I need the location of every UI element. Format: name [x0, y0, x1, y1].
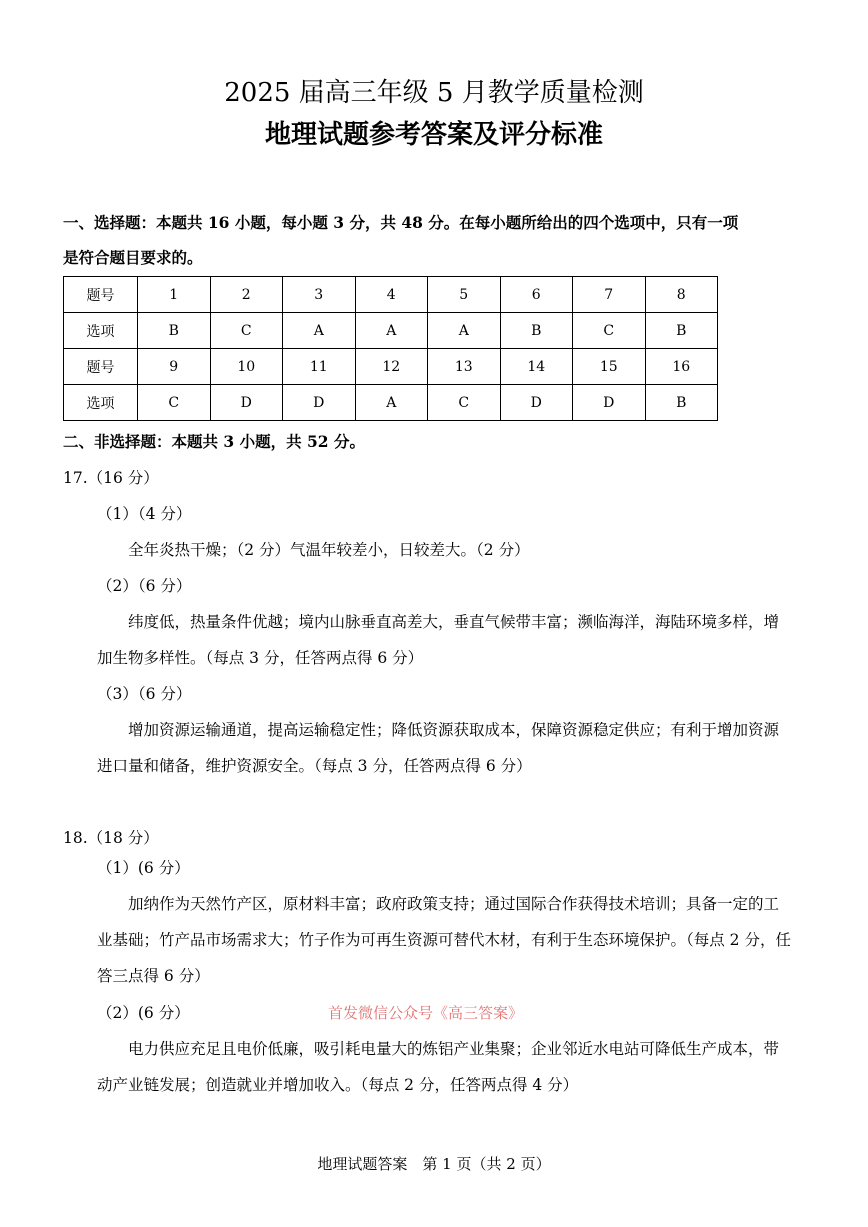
page-subtitle: 地理试题参考答案及评分标准: [264, 120, 603, 150]
section2-intro: 二、非选择题：本题共 3 小题，共 52 分。: [63, 432, 365, 451]
table-cell: 5: [428, 277, 501, 313]
table-row: [64, 385, 718, 421]
table-cell: C: [428, 385, 501, 421]
table-cell: D: [210, 385, 283, 421]
table-cell: 15: [573, 349, 646, 385]
table-cell: D: [573, 385, 646, 421]
table-cell: A: [283, 313, 356, 349]
page-footer: 地理试题答案 第 1 页（共 2 页）: [317, 1155, 551, 1173]
table-row: [64, 313, 718, 349]
q17-part2-text-line2: 加生物多样性。（每点 3 分，任答两点得 6 分）: [97, 649, 424, 667]
q18-part1-label: （1）(6 分）: [97, 859, 190, 877]
watermark-text: 首发微信公众号《高三答案》: [328, 1004, 524, 1022]
table-row-header: 选项: [64, 385, 138, 421]
table-cell: C: [138, 385, 211, 421]
q18-part1-text-line2: 业基础；竹产品市场需求大；竹子作为可再生资源可替代木材，有利于生态环境保护。（每点 2 分，任: [97, 931, 791, 949]
table-cell: C: [210, 313, 283, 349]
table-cell: A: [428, 313, 501, 349]
table-cell: A: [355, 313, 428, 349]
table-cell: A: [355, 385, 428, 421]
q17-part3-label: （3）（6 分）: [97, 685, 192, 703]
table-cell: 1: [138, 277, 211, 313]
q18-part2-text-line2: 动产业链发展；创造就业并增加收入。（每点 2 分，任答两点得 4 分）: [97, 1076, 579, 1094]
table-cell: 11: [283, 349, 356, 385]
table-cell: D: [283, 385, 356, 421]
table-cell: 12: [355, 349, 428, 385]
q18-head: 18.（18 分）: [63, 829, 159, 847]
table-cell: C: [573, 313, 646, 349]
q18-part2-label: （2）(6 分）: [97, 1004, 190, 1022]
table-cell: 13: [428, 349, 501, 385]
q17-part3-text-line2: 进口量和储备，维护资源安全。（每点 3 分，任答两点得 6 分）: [97, 757, 532, 775]
q18-part1-text-line3: 答三点得 6 分）: [97, 967, 210, 985]
table-row-header: 题号: [64, 349, 138, 385]
q17-head: 17.（16 分）: [63, 469, 159, 487]
table-cell: B: [500, 313, 573, 349]
q17-part2-label: （2）（6 分）: [97, 577, 192, 595]
table-cell: 8: [645, 277, 718, 313]
q17-part1-label: （1）（4 分）: [97, 505, 192, 523]
table-cell: 10: [210, 349, 283, 385]
table-row: [64, 277, 718, 313]
section1-intro-line1: 一、选择题：本题共 16 小题，每小题 3 分，共 48 分。在每小题所给出的四个选项中，只有一项: [63, 213, 739, 232]
section1-intro-line2: 是符合题目要求的。: [63, 248, 203, 267]
q18-part1-text-line1: 加纳作为天然竹产区，原材料丰富；政府政策支持；通过国际合作获得技术培训；具备一定的工: [128, 895, 780, 913]
q17-part2-text-line1: 纬度低，热量条件优越；境内山脉垂直高差大，垂直气候带丰富；濒临海洋，海陆环境多样，增: [128, 613, 780, 631]
q17-part3-text-line1: 增加资源运输通道，提高运输稳定性；降低资源获取成本，保障资源稳定供应；有利于增加资源: [128, 721, 780, 739]
table-row-header: 选项: [64, 313, 138, 349]
table-cell: 3: [283, 277, 356, 313]
q18-part2-text-line1: 电力供应充足且电价低廉，吸引耗电量大的炼铝产业集聚；企业邻近水电站可降低生产成本，带: [128, 1040, 780, 1058]
table-cell: B: [645, 313, 718, 349]
answer-table: [63, 276, 718, 421]
table-cell: B: [645, 385, 718, 421]
table-cell: 6: [500, 277, 573, 313]
table-cell: D: [500, 385, 573, 421]
table-row: [64, 349, 718, 385]
table-cell: 16: [645, 349, 718, 385]
table-cell: 7: [573, 277, 646, 313]
table-cell: 4: [355, 277, 428, 313]
q17-part1-text: 全年炎热干燥；（2 分）气温年较差小，日较差大。（2 分）: [128, 541, 530, 559]
table-row-header: 题号: [64, 277, 138, 313]
table-cell: 2: [210, 277, 283, 313]
table-cell: B: [138, 313, 211, 349]
table-cell: 9: [138, 349, 211, 385]
table-cell: 14: [500, 349, 573, 385]
page-title: 2025 届高三年级 5 月教学质量检测: [224, 78, 644, 108]
